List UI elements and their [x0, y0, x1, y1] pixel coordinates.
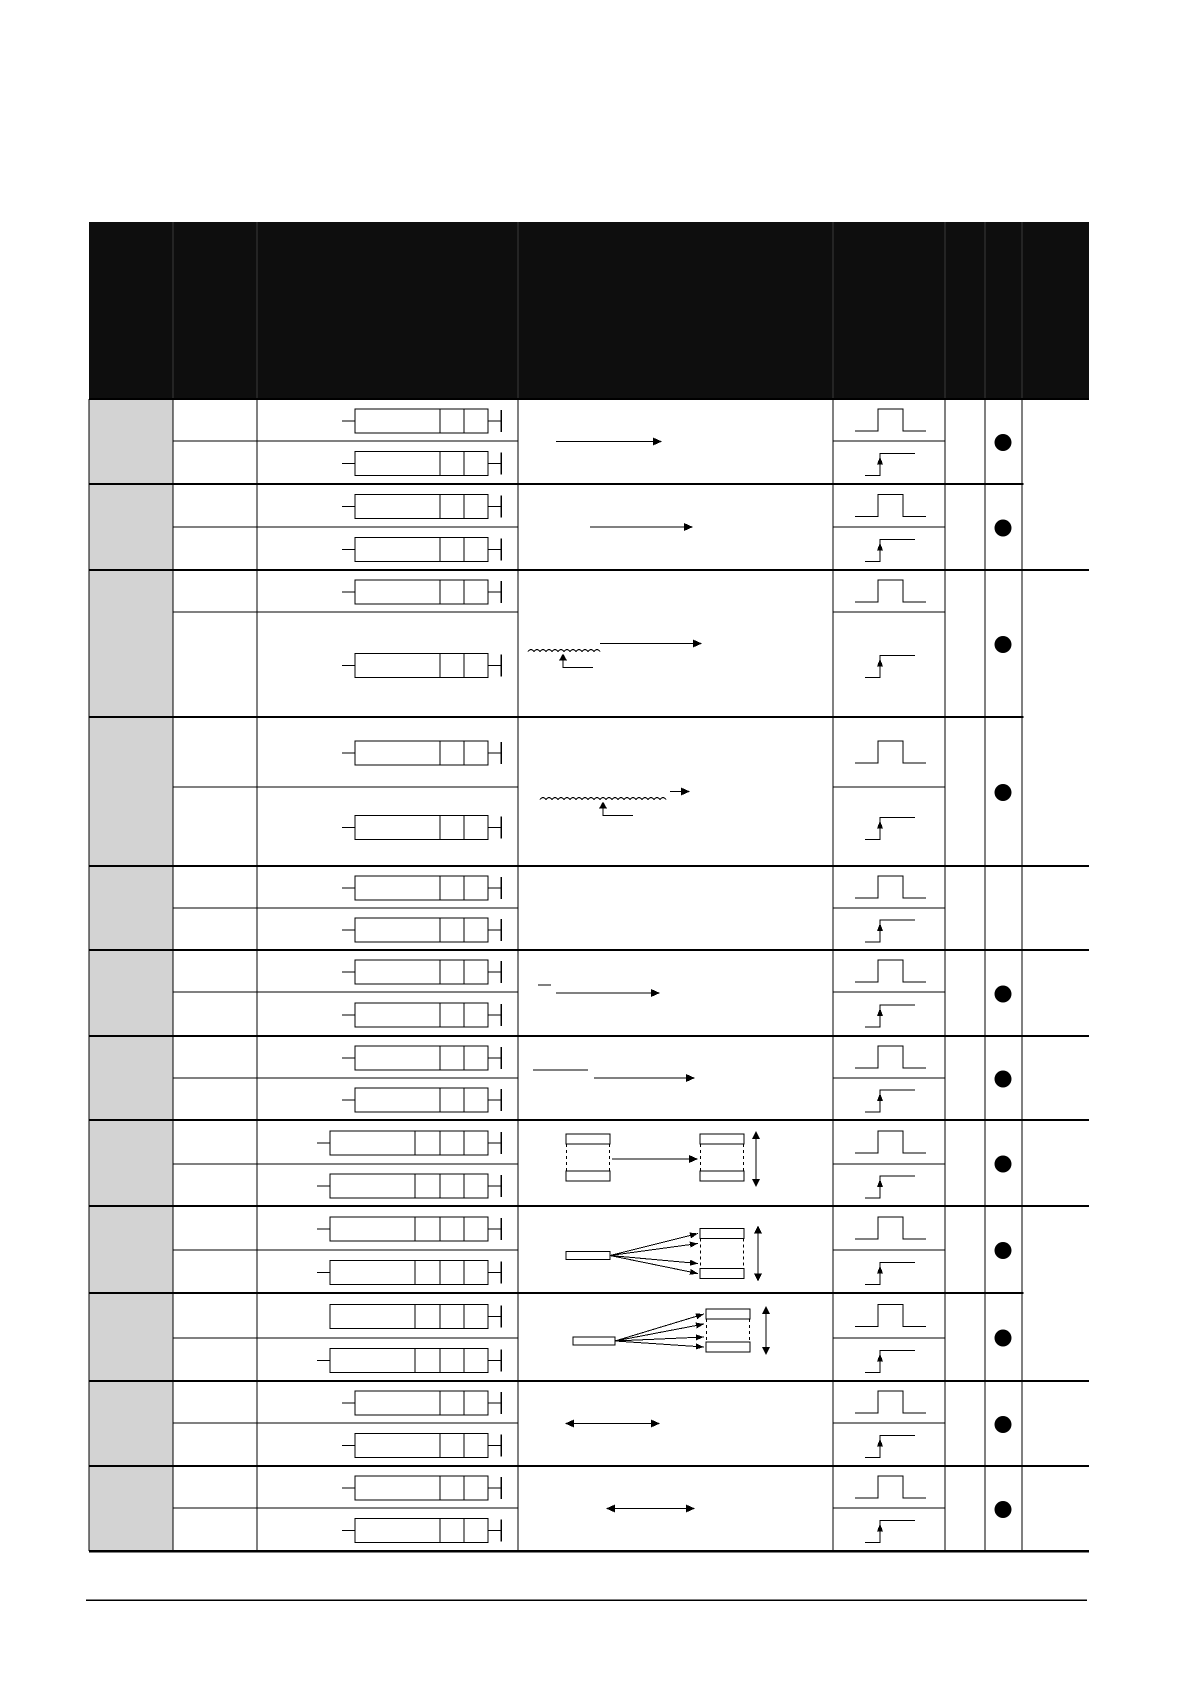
rising-edge-arrow-head	[877, 821, 883, 829]
subset-support-dot	[995, 636, 1012, 653]
wavy-source-range	[540, 798, 666, 800]
pulse-waveform	[855, 1217, 926, 1239]
arrow-head	[684, 523, 693, 531]
rising-edge-waveform	[865, 656, 915, 678]
rising-edge-arrow-head	[877, 1179, 883, 1187]
arrow-head	[651, 1420, 660, 1428]
ladder-instruction	[342, 495, 501, 519]
rising-edge-arrow-head	[877, 1524, 883, 1532]
instruction-group	[342, 741, 1012, 840]
page-merge-mask	[1024, 716, 1090, 719]
rising-edge-arrow-head	[877, 1354, 883, 1362]
pulse-waveform	[855, 1391, 926, 1413]
pointer-leader	[603, 805, 633, 816]
span-arrow-up	[754, 1226, 762, 1234]
rising-edge-arrow-head	[877, 1093, 883, 1101]
pulse-waveform	[855, 1046, 926, 1068]
arrow-head	[689, 1155, 698, 1163]
ladder-box	[355, 816, 488, 840]
rising-edge-waveform	[865, 1176, 915, 1198]
processing-diagram	[606, 1505, 695, 1513]
arrow-head	[606, 1505, 615, 1513]
destination-block-bottom	[706, 1342, 750, 1352]
ladder-instruction	[317, 1217, 501, 1241]
subset-support-dot	[995, 986, 1012, 1003]
ladder-box	[355, 741, 488, 765]
instruction-row	[342, 409, 926, 433]
instruction-group	[342, 1476, 1012, 1543]
subset-support-dot	[995, 1330, 1012, 1347]
instruction-row	[342, 918, 915, 942]
pulse-waveform	[855, 741, 926, 763]
ladder-instruction	[317, 1131, 501, 1155]
ladder-box	[355, 1046, 488, 1070]
instruction-row	[342, 1391, 926, 1415]
arrow-head	[653, 438, 662, 446]
pulse-waveform	[855, 1305, 926, 1327]
ladder-instruction	[342, 1088, 501, 1112]
processing-diagram	[566, 1131, 760, 1187]
rising-edge-waveform	[865, 454, 915, 476]
arrow-head	[681, 788, 690, 796]
instruction-row	[342, 452, 915, 476]
rising-edge-arrow-head	[877, 1008, 883, 1016]
instruction-row	[342, 1519, 915, 1543]
instruction-group	[317, 1217, 1012, 1285]
ladder-box	[355, 409, 488, 433]
span-arrow-up	[762, 1306, 770, 1314]
page-merge-mask	[1024, 1292, 1090, 1295]
instruction-group	[342, 1391, 1012, 1458]
ladder-instruction	[342, 816, 501, 840]
rising-edge-waveform	[865, 540, 915, 562]
fan-out-head	[696, 1323, 704, 1329]
ladder-instruction	[317, 1174, 501, 1198]
fan-out-ray	[610, 1256, 698, 1264]
fan-out-head	[690, 1260, 698, 1266]
subset-support-dot	[995, 784, 1012, 801]
rising-edge-arrow-head	[877, 1266, 883, 1274]
instruction-group	[342, 960, 1012, 1027]
fan-out-ray	[610, 1244, 698, 1256]
rising-edge-waveform	[865, 1005, 915, 1027]
fan-out-ray	[615, 1324, 704, 1341]
subset-support-dot	[995, 1416, 1012, 1433]
fan-out-head	[696, 1343, 704, 1349]
rising-edge-arrow-head	[877, 1439, 883, 1447]
instruction-row	[342, 876, 926, 900]
ladder-instruction	[342, 918, 501, 942]
ladder-instruction	[317, 1261, 501, 1285]
destination-block-top	[706, 1309, 750, 1319]
ladder-instruction	[342, 1434, 501, 1458]
rising-edge-arrow-head	[877, 659, 883, 667]
ladder-instruction	[342, 1519, 501, 1543]
ladder-box	[355, 1391, 488, 1415]
instruction-row	[317, 1174, 915, 1198]
destination-block-bottom	[700, 1171, 744, 1181]
ladder-box	[355, 876, 488, 900]
instruction-group	[342, 1046, 1012, 1112]
processing-diagram	[528, 640, 702, 668]
ladder-box	[355, 538, 488, 562]
ladder-instruction	[342, 960, 501, 984]
rising-edge-arrow-head	[877, 543, 883, 551]
ladder-instruction	[342, 1391, 501, 1415]
ladder-box	[355, 1434, 488, 1458]
instruction-row	[330, 1305, 926, 1329]
ladder-instruction	[342, 876, 501, 900]
pulse-waveform	[855, 876, 926, 898]
fan-out-ray	[615, 1314, 704, 1341]
table-header	[89, 222, 1089, 399]
instruction-row	[342, 580, 926, 604]
ladder-instruction	[317, 1349, 501, 1373]
instruction-row	[342, 654, 915, 678]
pulse-waveform	[855, 1131, 926, 1153]
ladder-box	[355, 1476, 488, 1500]
processing-diagram	[573, 1306, 770, 1355]
instruction-row	[342, 1434, 915, 1458]
instruction-row	[342, 741, 926, 765]
category-column-shading	[89, 399, 173, 1551]
ladder-box	[355, 960, 488, 984]
ladder-box	[355, 1519, 488, 1543]
pulse-waveform	[855, 960, 926, 982]
processing-diagram	[566, 1226, 762, 1282]
fan-out-head	[695, 1313, 704, 1319]
subset-support-dot	[995, 1242, 1012, 1259]
instruction-row	[342, 1476, 926, 1500]
ladder-instruction	[342, 538, 501, 562]
table-grid	[89, 399, 1090, 1551]
fan-out-ray	[615, 1337, 704, 1341]
ladder-instruction	[342, 1046, 501, 1070]
processing-diagram	[533, 1070, 695, 1082]
span-arrow-down	[762, 1347, 770, 1355]
instruction-row	[342, 816, 915, 840]
pointer-head	[559, 654, 567, 661]
arrow-head	[686, 1074, 695, 1082]
ladder-instruction	[342, 654, 501, 678]
destination-block-top	[700, 1134, 744, 1144]
span-arrow-down	[754, 1274, 762, 1282]
pointer-leader	[563, 657, 593, 668]
ladder-box	[355, 452, 488, 476]
subset-support-dot	[995, 434, 1012, 451]
ladder-box	[355, 1003, 488, 1027]
ladder-box	[355, 580, 488, 604]
destination-block-bottom	[700, 1269, 744, 1279]
source-block	[573, 1337, 615, 1345]
rising-edge-waveform	[865, 1090, 915, 1112]
rising-edge-waveform	[865, 1436, 915, 1458]
fan-out-ray	[610, 1234, 698, 1256]
subset-support-dot	[995, 1071, 1012, 1088]
pulse-waveform	[855, 409, 926, 431]
pointer-head	[599, 802, 607, 809]
ladder-box	[355, 654, 488, 678]
subset-support-dot	[995, 1501, 1012, 1518]
fan-out-head	[690, 1242, 698, 1248]
source-block-top	[566, 1134, 610, 1144]
table-rows	[317, 409, 1012, 1543]
pulse-waveform	[855, 1476, 926, 1498]
pulse-waveform	[855, 580, 926, 602]
source-block-bottom	[566, 1171, 610, 1181]
source-block	[566, 1252, 610, 1260]
destination-block-top	[700, 1229, 744, 1239]
category-column-fill	[89, 399, 173, 1551]
ladder-box	[355, 495, 488, 519]
fan-out-head	[690, 1269, 698, 1275]
subset-support-dot	[995, 1156, 1012, 1173]
page-merge-mask	[1024, 483, 1090, 486]
instruction-row	[317, 1217, 926, 1241]
subset-support-dot	[995, 520, 1012, 537]
arrow-head	[693, 640, 702, 648]
ladder-instruction	[342, 1476, 501, 1500]
span-arrow-up	[752, 1131, 760, 1139]
fan-out-head	[696, 1334, 704, 1340]
ladder-box	[355, 1088, 488, 1112]
span-arrow-down	[752, 1179, 760, 1187]
instruction-row	[342, 495, 926, 519]
instruction-group	[342, 409, 1012, 476]
rising-edge-waveform	[865, 1263, 915, 1285]
instruction-row	[342, 960, 926, 984]
instruction-group	[342, 580, 1012, 678]
instruction-row	[317, 1261, 915, 1285]
rising-edge-arrow-head	[877, 457, 883, 465]
instruction-group	[342, 495, 1012, 562]
instruction-group	[342, 876, 926, 942]
rising-edge-waveform	[865, 1351, 915, 1373]
instruction-row	[342, 1046, 926, 1070]
fan-out-ray	[615, 1341, 704, 1347]
ladder-instruction	[342, 580, 501, 604]
fan-out-head	[690, 1233, 698, 1239]
ladder-box	[355, 918, 488, 942]
fan-out-ray	[610, 1256, 698, 1274]
instruction-row	[317, 1131, 926, 1155]
processing-diagram	[590, 523, 693, 531]
processing-diagram	[556, 438, 662, 446]
arrow-head	[651, 989, 660, 997]
processing-diagram	[540, 788, 690, 816]
ladder-instruction	[342, 452, 501, 476]
instruction-row	[317, 1349, 915, 1373]
instruction-row	[342, 538, 915, 562]
ladder-instruction	[330, 1305, 501, 1329]
instruction-row	[342, 1003, 915, 1027]
processing-diagram	[538, 985, 660, 997]
ladder-instruction	[342, 741, 501, 765]
processing-diagram	[565, 1420, 660, 1428]
wavy-source-range	[528, 650, 600, 652]
rising-edge-arrow-head	[877, 923, 883, 931]
arrow-head	[565, 1420, 574, 1428]
ladder-instruction	[342, 1003, 501, 1027]
header-band	[89, 222, 1089, 399]
instruction-row	[342, 1088, 915, 1112]
pulse-waveform	[855, 495, 926, 517]
arrow-head	[686, 1505, 695, 1513]
ladder-instruction	[342, 409, 501, 433]
rising-edge-waveform	[865, 920, 915, 942]
rising-edge-waveform	[865, 818, 915, 840]
rising-edge-waveform	[865, 1521, 915, 1543]
